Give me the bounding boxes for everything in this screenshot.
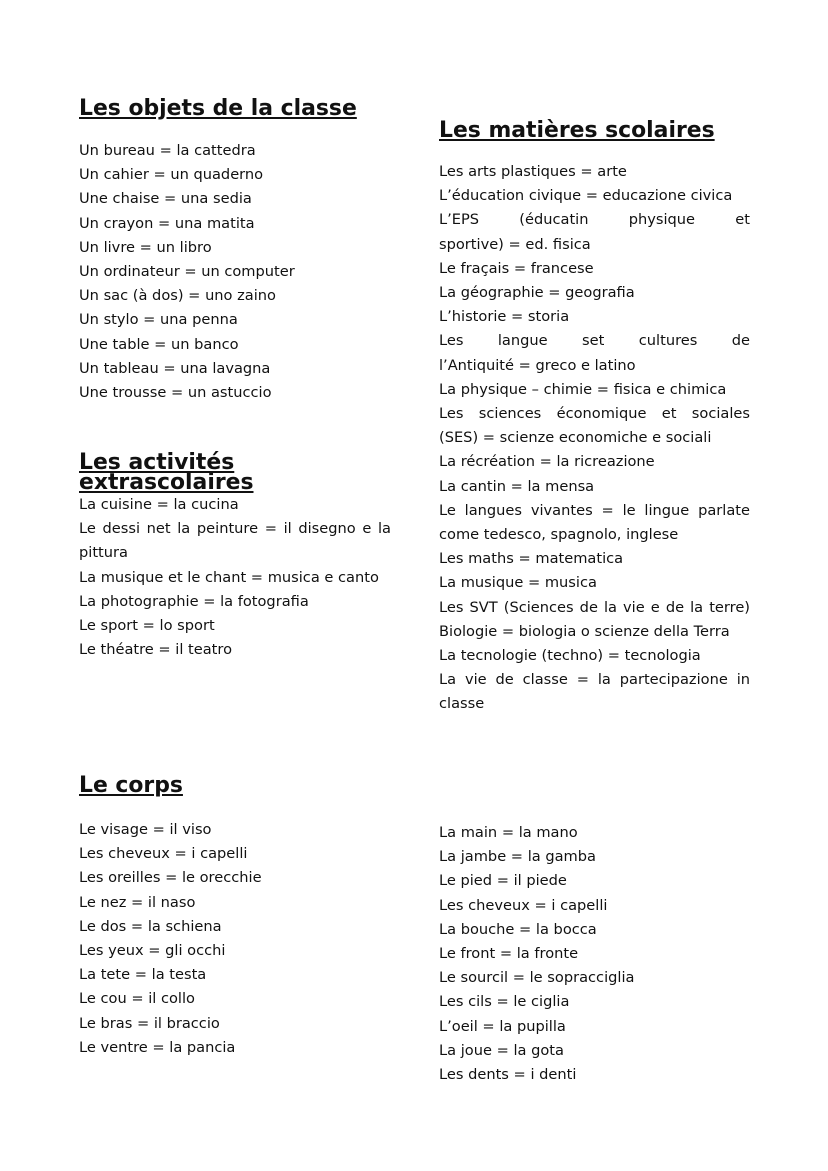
vocab-item: Les sciences économique et sociales (SES) = scienze economiche e sociali xyxy=(439,402,750,450)
vocab-item: La récréation = la ricreazione xyxy=(439,450,750,474)
vocab-item: Les oreilles = le orecchie xyxy=(79,866,391,890)
vocab-list-matieres xyxy=(439,160,750,717)
vocab-item: Le visage = il viso xyxy=(79,818,391,842)
vocab-item: La géographie = geografia xyxy=(439,281,750,305)
vocab-item: La joue = la gota xyxy=(439,1039,750,1063)
vocab-item: La jambe = la gamba xyxy=(439,845,750,869)
section-activites xyxy=(79,450,391,495)
vocab-item: La bouche = la bocca xyxy=(439,918,750,942)
vocab-item: Un ordinateur = un computer xyxy=(79,260,391,284)
vocab-list-activites xyxy=(79,493,391,662)
vocab-item: Le langues vivantes = le lingue parlate come tedesco, spagnolo, inglese xyxy=(439,499,750,547)
section-title: Le corps xyxy=(79,773,183,798)
vocab-list-objets xyxy=(79,139,391,405)
vocab-item: Le fraçais = francese xyxy=(439,257,750,281)
vocab-list-corps-right xyxy=(439,821,750,1087)
vocab-item: La cantin = la mensa xyxy=(439,475,750,499)
vocab-item: La cuisine = la cucina xyxy=(79,493,391,517)
section-title: Les activités extrascolaires xyxy=(79,450,254,495)
vocab-item: Les arts plastiques = arte xyxy=(439,160,750,184)
vocab-item: Le ventre = la pancia xyxy=(79,1036,391,1060)
section-objets xyxy=(79,96,391,121)
vocab-item: La photographie = la fotografia xyxy=(79,590,391,614)
vocab-item: L’EPS (éducatin physique et sportive) = ed. fisica xyxy=(439,208,750,256)
vocab-item: L’historie = storia xyxy=(439,305,750,329)
vocab-item: Un livre = un libro xyxy=(79,236,391,260)
vocab-item: Les SVT (Sciences de la vie e de la terre) Biologie = biologia o scienze della Terra xyxy=(439,596,750,644)
section-matieres xyxy=(439,118,750,143)
vocab-item: Les cils = le ciglia xyxy=(439,990,750,1014)
section-title: Les matières scolaires xyxy=(439,118,715,143)
vocab-item: Le pied = il piede xyxy=(439,869,750,893)
vocab-item: La tecnologie (techno) = tecnologia xyxy=(439,644,750,668)
vocab-item: Le sport = lo sport xyxy=(79,614,391,638)
vocab-item: Le sourcil = le sopracciglia xyxy=(439,966,750,990)
vocab-item: Le cou = il collo xyxy=(79,987,391,1011)
vocab-list-corps-left xyxy=(79,818,391,1060)
vocab-item: L’oeil = la pupilla xyxy=(439,1015,750,1039)
vocab-item: La musique = musica xyxy=(439,571,750,595)
vocab-item: Un crayon = una matita xyxy=(79,212,391,236)
vocab-item: Les yeux = gli occhi xyxy=(79,939,391,963)
vocab-item: La main = la mano xyxy=(439,821,750,845)
vocab-item: Les dents = i denti xyxy=(439,1063,750,1087)
vocab-item: Un bureau = la cattedra xyxy=(79,139,391,163)
vocab-item: Le nez = il naso xyxy=(79,891,391,915)
vocab-item: Les cheveux = i capelli xyxy=(79,842,391,866)
vocab-item: La physique – chimie = fisica e chimica xyxy=(439,378,750,402)
vocab-item: Un stylo = una penna xyxy=(79,308,391,332)
vocab-item: Le dos = la schiena xyxy=(79,915,391,939)
vocab-item: Un tableau = una lavagna xyxy=(79,357,391,381)
vocab-item: Le dessi net la peinture = il disegno e la pittura xyxy=(79,517,391,565)
vocab-item: La musique et le chant = musica e canto xyxy=(79,566,391,590)
vocab-item: Une trousse = un astuccio xyxy=(79,381,391,405)
vocab-item: Une chaise = una sedia xyxy=(79,187,391,211)
vocab-item: Une table = un banco xyxy=(79,333,391,357)
vocab-item: Le front = la fronte xyxy=(439,942,750,966)
section-title: Les objets de la classe xyxy=(79,96,357,121)
vocab-item: Le théatre = il teatro xyxy=(79,638,391,662)
section-corps xyxy=(79,773,391,798)
vocab-item: Un cahier = un quaderno xyxy=(79,163,391,187)
vocab-item: La vie de classe = la partecipazione in classe xyxy=(439,668,750,716)
vocab-item: La tete = la testa xyxy=(79,963,391,987)
vocab-item: Les maths = matematica xyxy=(439,547,750,571)
vocab-item: Les langue set cultures de l’Antiquité = greco e latino xyxy=(439,329,750,377)
vocab-item: Les cheveux = i capelli xyxy=(439,894,750,918)
vocab-item: Un sac (à dos) = uno zaino xyxy=(79,284,391,308)
vocab-item: Le bras = il braccio xyxy=(79,1012,391,1036)
vocab-item: L’éducation civique = educazione civica xyxy=(439,184,750,208)
